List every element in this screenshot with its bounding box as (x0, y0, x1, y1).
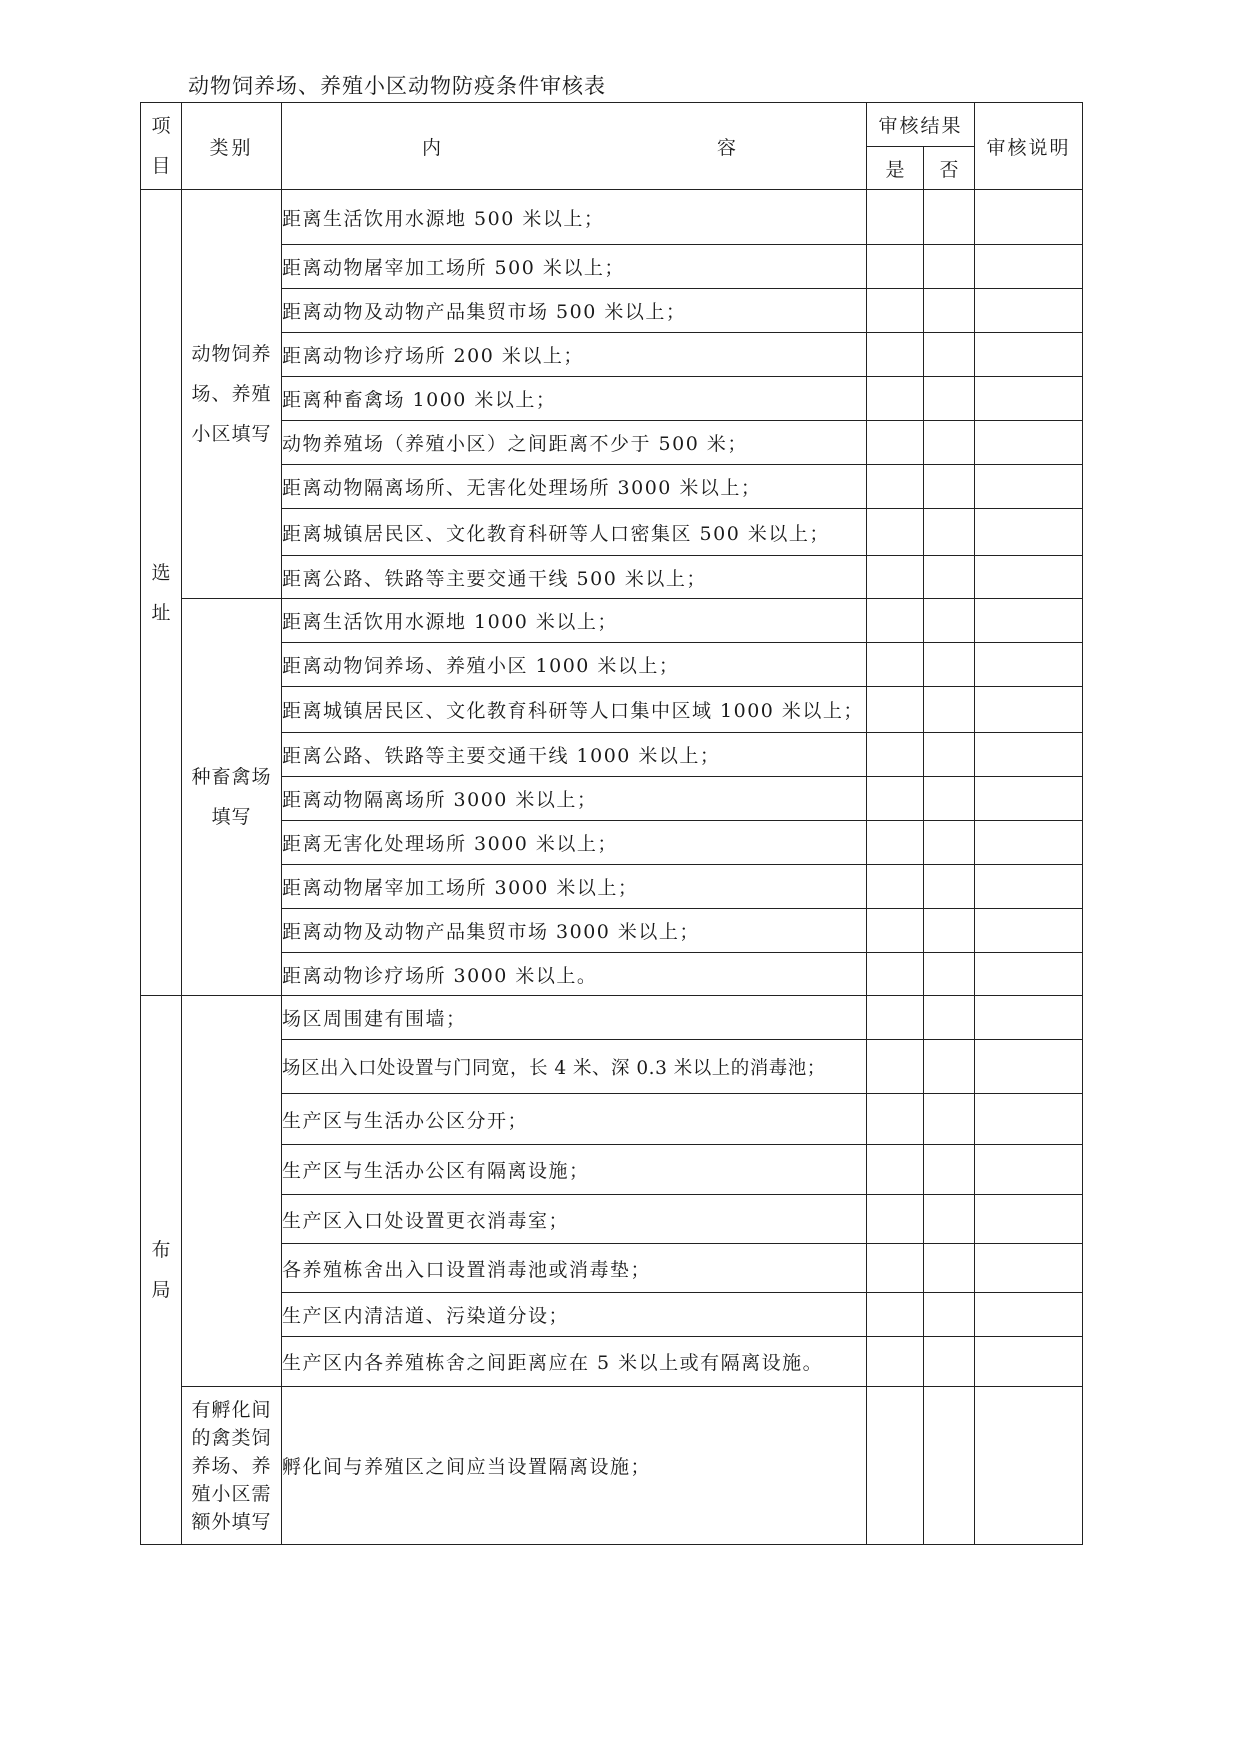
note-cell[interactable] (975, 509, 1083, 556)
note-cell[interactable] (975, 377, 1083, 421)
header-item: 项 目 (141, 103, 182, 190)
yes-cell[interactable] (867, 1145, 924, 1195)
no-cell[interactable] (924, 953, 975, 996)
yes-cell[interactable] (867, 190, 924, 245)
audit-table (140, 102, 1083, 1545)
note-cell[interactable] (975, 865, 1083, 909)
table-row (141, 421, 1083, 465)
criterion-text: 距离无害化处理场所 3000 米以上； (282, 821, 867, 865)
table-row (141, 821, 1083, 865)
yes-cell[interactable] (867, 1040, 924, 1094)
criterion-text: 场区出入口处设置与门同宽，长 4 米、深 0.3 米以上的消毒池； (282, 1040, 867, 1094)
note-cell[interactable] (975, 1094, 1083, 1145)
criterion-text: 距离动物屠宰加工场所 500 米以上； (282, 245, 867, 289)
no-cell[interactable] (924, 1094, 975, 1145)
table-row (141, 777, 1083, 821)
no-cell[interactable] (924, 643, 975, 687)
header-result: 审核结果 (867, 103, 975, 147)
table-row (141, 1195, 1083, 1244)
criterion-text: 生产区内各养殖栋舍之间距离应在 5 米以上或有隔离设施。 (282, 1337, 867, 1387)
no-cell[interactable] (924, 190, 975, 245)
yes-cell[interactable] (867, 377, 924, 421)
criterion-text: 距离动物饲养场、养殖小区 1000 米以上； (282, 643, 867, 687)
no-cell[interactable] (924, 687, 975, 733)
note-cell[interactable] (975, 333, 1083, 377)
no-cell[interactable] (924, 1195, 975, 1244)
note-cell[interactable] (975, 289, 1083, 333)
note-cell[interactable] (975, 190, 1083, 245)
yes-cell[interactable] (867, 1387, 924, 1545)
criterion-text: 距离动物诊疗场所 3000 米以上。 (282, 953, 867, 996)
yes-cell[interactable] (867, 1337, 924, 1387)
note-cell[interactable] (975, 1040, 1083, 1094)
note-cell[interactable] (975, 733, 1083, 777)
note-cell[interactable] (975, 1337, 1083, 1387)
yes-cell[interactable] (867, 245, 924, 289)
table-row (141, 509, 1083, 556)
note-cell[interactable] (975, 421, 1083, 465)
criterion-text: 生产区入口处设置更衣消毒室； (282, 1195, 867, 1244)
no-cell[interactable] (924, 996, 975, 1040)
criterion-text: 动物养殖场（养殖小区）之间距离不少于 500 米； (282, 421, 867, 465)
criterion-text: 距离城镇居民区、文化教育科研等人口密集区 500 米以上； (282, 509, 867, 556)
note-cell[interactable] (975, 909, 1083, 953)
header-yes: 是 (867, 147, 924, 190)
category-label: 动物饲养场、养殖小区填写 (182, 190, 282, 599)
table-row (141, 556, 1083, 599)
no-cell[interactable] (924, 333, 975, 377)
table-row (141, 377, 1083, 421)
criterion-text: 距离生活饮用水源地 1000 米以上； (282, 599, 867, 643)
note-cell[interactable] (975, 643, 1083, 687)
yes-cell[interactable] (867, 465, 924, 509)
yes-cell[interactable] (867, 421, 924, 465)
criterion-text: 距离动物隔离场所 3000 米以上； (282, 777, 867, 821)
table-row (141, 289, 1083, 333)
criterion-text: 距离公路、铁路等主要交通干线 500 米以上； (282, 556, 867, 599)
criterion-text: 孵化间与养殖区之间应当设置隔离设施； (282, 1387, 867, 1545)
yes-cell[interactable] (867, 289, 924, 333)
criterion-text: 距离动物诊疗场所 200 米以上； (282, 333, 867, 377)
header-note: 审核说明 (975, 103, 1083, 190)
table-row (141, 1145, 1083, 1195)
yes-cell[interactable] (867, 1293, 924, 1337)
section-site-label: 选 址 (141, 190, 182, 996)
yes-cell[interactable] (867, 733, 924, 777)
note-cell[interactable] (975, 1195, 1083, 1244)
yes-cell[interactable] (867, 865, 924, 909)
table-row (141, 1094, 1083, 1145)
yes-cell[interactable] (867, 1195, 924, 1244)
no-cell[interactable] (924, 777, 975, 821)
no-cell[interactable] (924, 1387, 975, 1545)
criterion-text: 各养殖栋舍出入口设置消毒池或消毒垫； (282, 1244, 867, 1293)
table-row (141, 190, 1083, 245)
yes-cell[interactable] (867, 996, 924, 1040)
criterion-text: 距离动物及动物产品集贸市场 3000 米以上； (282, 909, 867, 953)
no-cell[interactable] (924, 556, 975, 599)
table-row (141, 996, 1083, 1040)
criterion-text: 距离公路、铁路等主要交通干线 1000 米以上； (282, 733, 867, 777)
no-cell[interactable] (924, 865, 975, 909)
yes-cell[interactable] (867, 556, 924, 599)
category-label (182, 996, 282, 1387)
note-cell[interactable] (975, 1244, 1083, 1293)
header-content-left: 内 (422, 136, 442, 159)
header-no: 否 (924, 147, 975, 190)
yes-cell[interactable] (867, 643, 924, 687)
table-row (141, 333, 1083, 377)
section-layout-label: 布 局 (141, 996, 182, 1545)
category-label: 种畜禽场填写 (182, 599, 282, 996)
yes-cell[interactable] (867, 599, 924, 643)
table-row (141, 953, 1083, 996)
no-cell[interactable] (924, 377, 975, 421)
table-row (141, 1040, 1083, 1094)
note-cell[interactable] (975, 1293, 1083, 1337)
table-row (141, 643, 1083, 687)
no-cell[interactable] (924, 821, 975, 865)
no-cell[interactable] (924, 465, 975, 509)
no-cell[interactable] (924, 245, 975, 289)
note-cell[interactable] (975, 599, 1083, 643)
note-cell[interactable] (975, 821, 1083, 865)
table-row (141, 733, 1083, 777)
criterion-text: 距离动物屠宰加工场所 3000 米以上； (282, 865, 867, 909)
note-cell[interactable] (975, 1387, 1083, 1545)
criterion-text: 距离城镇居民区、文化教育科研等人口集中区域 1000 米以上； (282, 687, 867, 733)
yes-cell[interactable] (867, 333, 924, 377)
no-cell[interactable] (924, 599, 975, 643)
note-cell[interactable] (975, 953, 1083, 996)
criterion-text: 生产区与生活办公区分开； (282, 1094, 867, 1145)
yes-cell[interactable] (867, 687, 924, 733)
note-cell[interactable] (975, 245, 1083, 289)
form-title: 动物饲养场、养殖小区动物防疫条件审核表 (188, 74, 606, 98)
criterion-text: 距离生活饮用水源地 500 米以上； (282, 190, 867, 245)
table-row (141, 687, 1083, 733)
no-cell[interactable] (924, 1244, 975, 1293)
note-cell[interactable] (975, 556, 1083, 599)
table-row (141, 599, 1083, 643)
yes-cell[interactable] (867, 777, 924, 821)
criterion-text: 场区周围建有围墙； (282, 996, 867, 1040)
no-cell[interactable] (924, 1337, 975, 1387)
category-label: 有孵化间的禽类饲养场、养殖小区需额外填写 (182, 1387, 282, 1545)
criterion-text: 生产区内清洁道、污染道分设； (282, 1293, 867, 1337)
table-row (141, 909, 1083, 953)
criterion-text: 距离动物隔离场所、无害化处理场所 3000 米以上； (282, 465, 867, 509)
no-cell[interactable] (924, 509, 975, 556)
no-cell[interactable] (924, 1040, 975, 1094)
yes-cell[interactable] (867, 509, 924, 556)
yes-cell[interactable] (867, 1244, 924, 1293)
yes-cell[interactable] (867, 953, 924, 996)
note-cell[interactable] (975, 777, 1083, 821)
no-cell[interactable] (924, 1145, 975, 1195)
note-cell[interactable] (975, 687, 1083, 733)
no-cell[interactable] (924, 289, 975, 333)
criterion-text: 距离种畜禽场 1000 米以上； (282, 377, 867, 421)
table-row (141, 465, 1083, 509)
table-row (141, 1387, 1083, 1545)
yes-cell[interactable] (867, 1094, 924, 1145)
note-cell[interactable] (975, 996, 1083, 1040)
table-row (141, 1244, 1083, 1293)
table-row (141, 245, 1083, 289)
header-content (282, 103, 867, 190)
table-row (141, 1293, 1083, 1337)
table-row (141, 865, 1083, 909)
no-cell[interactable] (924, 909, 975, 953)
header-category: 类别 (182, 103, 282, 190)
yes-cell[interactable] (867, 821, 924, 865)
table-row (141, 1337, 1083, 1387)
no-cell[interactable] (924, 421, 975, 465)
criterion-text: 生产区与生活办公区有隔离设施； (282, 1145, 867, 1195)
header-content-right: 容 (716, 136, 736, 159)
note-cell[interactable] (975, 1145, 1083, 1195)
note-cell[interactable] (975, 465, 1083, 509)
criterion-text: 距离动物及动物产品集贸市场 500 米以上； (282, 289, 867, 333)
no-cell[interactable] (924, 733, 975, 777)
yes-cell[interactable] (867, 909, 924, 953)
no-cell[interactable] (924, 1293, 975, 1337)
